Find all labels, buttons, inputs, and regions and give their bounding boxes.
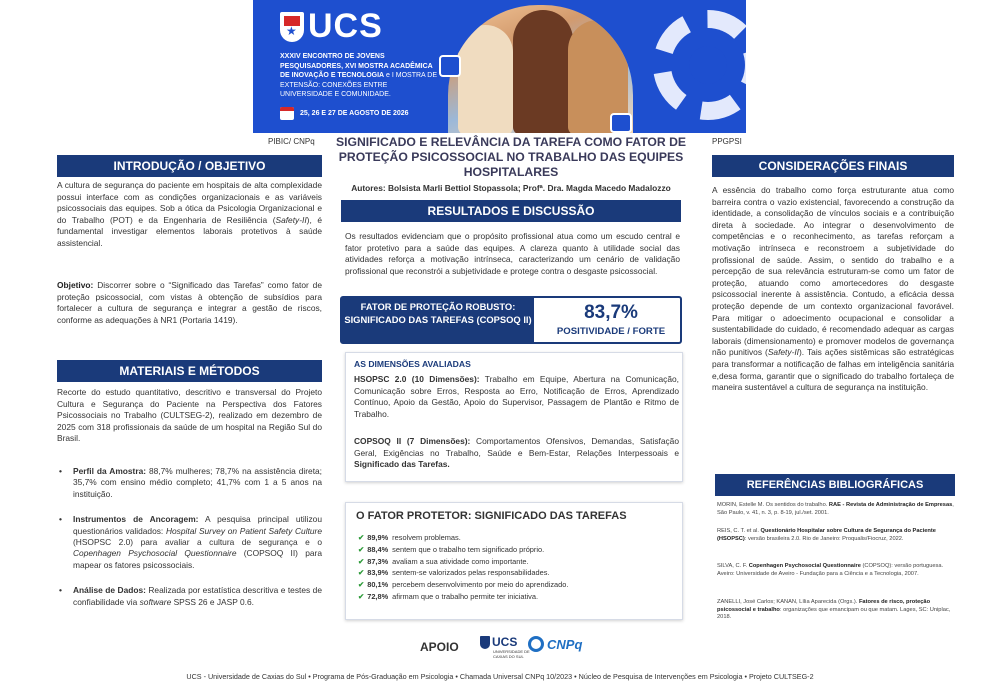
ucs-small-logo: UCS UNIVERSIDADE DE CAXIAS DO SUL — [480, 635, 517, 649]
calendar-icon — [280, 107, 294, 120]
students-photo — [448, 5, 633, 133]
objective-paragraph: Objetivo: Discorrer sobre o “Significado das Tarefas” como fator de proteção psicossocial, com vistas à obtenção de subsídios para fortalecer a cultura de segurança e integrar a gestão de riscos, conforme as adequações à NR1 (Portaria 1419). — [57, 280, 322, 325]
list-item: • Análise de Dados: Realizada por estatística descritiva e testes de confiabilidade via software SPSS 26 e JASP 0.6. — [57, 585, 322, 608]
cnpq-logo: CNPq — [528, 636, 582, 652]
stat-box — [340, 296, 682, 344]
authors: Autores: Bolsista Marli Bettiol Stopassola; Profª. Dra. Magda Macedo Madalozzo — [351, 183, 671, 193]
stat-label: FATOR DE PROTEÇÃO ROBUSTO: SIGNIFICADO DAS TAREFAS (COPSOQ II) — [342, 298, 534, 342]
support-label: APOIO — [420, 640, 459, 654]
ppgpsi-tag: PPGPSI — [712, 137, 742, 146]
methods-list — [57, 466, 322, 622]
event-name: XXXIV ENCONTRO DE JOVENS PESQUISADORES, XVI MOSTRA ACADÊMICA DE INOVAÇÃO E TECNOLOGIA e I MOSTRA DE EXTENSÃO: CONEXÕES ENTRE UNIVERSIDADE E COMUNIDADE. — [280, 53, 438, 98]
event-banner — [253, 0, 746, 133]
footer: UCS - Universidade de Caxias do Sul • Programa de Pós-Graduação em Psicologia • Chamada Universal CNPq 10/2023 • Núcleo de Pesquisa de Intervenções em Psicologia • Projeto CULTSEG-2 — [186, 672, 814, 681]
check-icon: ✔ — [358, 533, 365, 542]
hsopsc-paragraph: HSOPSC 2.0 (10 Dimensões): Trabalho em Equipe, Abertura na Comunicação, Comunicação sobre Erros, Resposta ao Erro, Notificação de Erros, Aprendizado Contínuo, Apoio da Gestão, Apoio do Supervisor, Passagem de Plantão e Ritmo de Trabalho. — [354, 374, 680, 419]
dimensions-heading: AS DIMENSÕES AVALIADAS — [354, 359, 471, 369]
methods-heading: MATERIAIS E MÉTODOS — [57, 360, 322, 382]
protective-list — [358, 532, 568, 603]
final-heading: CONSIDERAÇÕES FINAIS — [712, 155, 954, 177]
intro-paragraph: A cultura de segurança do paciente em hospitais de alta complexidade possui interface com as condições organizacionais e as variáveis psicossociais das equipes. Sob a ótica da Psicologia Organizacional e do Trabalho (POT) e da Engenharia de Resiliência (Safety-II), é fundamental investigar elementos laborais protetivos à saúde assistencial. — [57, 180, 322, 248]
results-heading: RESULTADOS E DISCUSSÃO — [341, 200, 681, 222]
intro-heading: INTRODUÇÃO / OBJETIVO — [57, 155, 322, 177]
list-item: ✔ 83,9% sentem-se valorizados pelas responsabilidades. — [358, 568, 550, 578]
list-item: • Perfil da Amostra: 88,7% mulheres; 78,7% na assistência direta; 35,7% com ensino médio completo; 41,7% com 1 a 5 anos na instituição. — [57, 466, 322, 500]
cnpq-ring-icon — [528, 636, 544, 652]
lightbulb-icon — [610, 113, 632, 133]
check-icon: ✔ — [358, 591, 365, 601]
pibic-tag: PIBIC/ CNPq — [268, 137, 315, 146]
check-icon: ✔ — [358, 556, 365, 566]
list-item: ✔ 80,1% percebem desenvolvimento por meio do aprendizado. — [358, 580, 569, 590]
protective-heading: O FATOR PROTETOR: SIGNIFICADO DAS TAREFAS — [356, 510, 627, 522]
list-item: ✔ 72,8% afirmam que o trabalho permite ter iniciativa. — [358, 591, 538, 601]
ucs-shield-icon — [280, 12, 304, 42]
ucs-logo — [280, 7, 383, 46]
reference-item: MORIN, Estelle M. Os sentidos do trabalho. RAE - Revista de Administração de Empresas, São Paulo, v. 41, n. 3, p. 8-19, jul./set. 2001. — [717, 502, 954, 516]
reference-item: SILVA, C. F. Copenhagen Psychosocial Questionnaire (COPSOQ): versão portuguesa. Aveiro: Universidade de Aveiro - Fundação para a Ciência e a Tecnologia, 2007. — [717, 563, 944, 577]
protective-factor-box — [345, 502, 683, 620]
final-paragraph: A essência do trabalho como força estruturante atua como barreira contra o vazio existencial, favorecendo a construção da identidade, a consolidação de vínculos sociais e a contribuição direta à sociedade. Ao integrar o desenvolvimento de competências e o reconhecimento, as tarefas reforçam a motivação intrínseca e reconstroem a subjetividade do profissional de saúde. Assim, o sentido do trabalho e a percepção de sua relevância estruturam-se como um fator de proteção, atuando como amortecedores do desgaste psicossocial inerente à assistência. Contudo, a eficácia dessa proteção depende de um contexto organizacional favorável. Para mitigar o adoecimento ocupacional e consolidar a sustentabilidade do cuidado, é recomendado adequar as cargas laborais (dimensionamento) e promover modelos de governança não punitivos (Safety-II). Tais ações sistêmicas são estratégicas para transformar a notificação de falhas em inteligência sanitária e,desa forma, garantir que o significado do trabalho fortaleça de maneira sustentável a cultura de segurança na instituição. — [712, 185, 954, 393]
check-icon: ✔ — [358, 580, 365, 590]
reference-item: ZANELLI, José Carlos; KANAN, Lília Aparecida (Orgs.). Fatores de risco, proteção psicossocial e trabalho: organizações que emancipam ou que matam. Lages, SC: Uniplac, 2018. — [717, 599, 951, 621]
list-item: • Instrumentos de Ancoragem: A pesquisa principal utilizou questionários validados: Hospital Survey on Patient Safety Culture (HSOPSC 2.0) para avaliar a cultura de segurança e o Copenhagen Psychosocial Questionnaire (COPSOQ II) para mapear os fatores psicossociais. — [57, 514, 322, 571]
dimensions-box — [345, 352, 683, 482]
results-paragraph: Os resultados evidenciam que o propósito profissional atua como um escudo central e fator protetivo para a saúde das equipes. A clareza quanto à utilidade social das atividades reforça a motivação intrínseca, caracterizando um cenário de validação profissional que reconstrói a subjetividade e protege contra o desgaste psicossocial. — [345, 231, 680, 276]
list-item: ✔ 88,4% sentem que o trabalho tem significado próprio. — [358, 544, 545, 554]
event-date: 25, 26 E 27 DE AGOSTO DE 2026 — [280, 107, 409, 120]
methods-paragraph: Recorte do estudo quantitativo, descritivo e transversal do Projeto Cultura e Segurança do Paciente na Perspectiva dos Fatores Psicossociais no Trabalho (CULTSEG-2), realizado em dezembro de 2025 com 318 profissionais da saúde de um hospital na Região Sul do Brasil. — [57, 387, 322, 444]
check-icon: ✔ — [358, 568, 365, 578]
graduation-icon — [439, 55, 461, 77]
list-item: ✔ 89,9% resolvem problemas. — [358, 533, 461, 542]
check-icon: ✔ — [358, 544, 365, 554]
stat-value: 83,7% — [584, 302, 638, 323]
poster-title: SIGNIFICADO E RELEVÂNCIA DA TAREFA COMO FATOR DE PROTEÇÃO PSICOSSOCIAL NO TRABALHO DAS EQUIPES HOSPITALARES — [335, 135, 687, 179]
references-heading: REFERÊNCIAS BIBLIOGRÁFICAS — [715, 474, 955, 496]
ucs-shield-icon — [480, 636, 490, 649]
stat-sublabel: POSITIVIDADE / FORTE — [556, 326, 666, 337]
gear-decoration-icon — [653, 10, 746, 120]
list-item: ✔ 87,3% avaliam a sua atividade como importante. — [358, 556, 529, 566]
ucs-logo-text: UCS — [308, 7, 383, 45]
reference-item: REIS, C. T. et al. Questionário Hospitalar sobre Cultura de Segurança do Paciente (HSOPSC): versão brasileira 2.0. Rio de Janeiro: Proqualis/Fiocruz, 2022. — [717, 528, 936, 542]
copsoq-paragraph: COPSOQ II (7 Dimensões): Comportamentos Ofensivos, Demandas, Satisfação Geral, Exigências no Trabalho, Saúde e Bem-Estar, Relações Interpessoais e Significado das Tarefas. — [354, 436, 679, 470]
